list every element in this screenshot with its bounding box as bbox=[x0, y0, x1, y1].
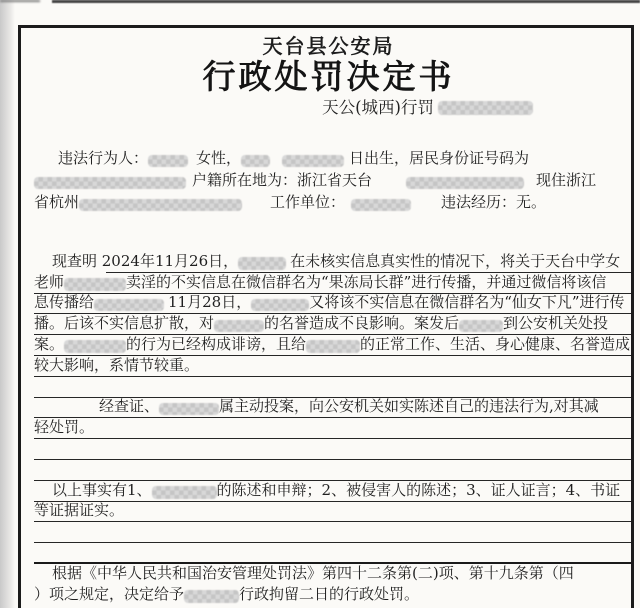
line-text: 较大影响，系情节较重。 bbox=[34, 355, 200, 374]
redaction-block bbox=[34, 177, 186, 190]
document-line bbox=[34, 585, 623, 606]
redaction-block bbox=[152, 486, 217, 499]
redaction-block bbox=[459, 320, 503, 333]
document-number bbox=[34, 96, 623, 122]
redaction-block bbox=[351, 199, 411, 212]
line-text: 现查明 2024年11月26日， bbox=[52, 251, 239, 270]
document-body-section bbox=[34, 251, 631, 606]
line-text: 户籍所在地为：浙江省天台 bbox=[192, 171, 373, 189]
document-line bbox=[34, 502, 623, 523]
document-line bbox=[34, 398, 623, 419]
line-text: 11月28日， bbox=[168, 293, 252, 312]
line-text: 的正常工作、生活、身心健康、名誉造成 bbox=[360, 334, 631, 353]
line-text: 案。 bbox=[34, 334, 65, 353]
line-text: 现住浙江 bbox=[536, 171, 597, 189]
line-text: 轻处罚。 bbox=[34, 418, 95, 437]
document-line bbox=[34, 192, 623, 214]
redaction-block bbox=[238, 257, 286, 270]
redaction-block bbox=[214, 320, 264, 333]
redaction-block bbox=[94, 299, 164, 312]
line-text: 等证据证实。 bbox=[34, 501, 125, 520]
redaction-block bbox=[64, 340, 126, 353]
redaction-block bbox=[159, 403, 219, 416]
document-line bbox=[34, 170, 623, 192]
line-text: 卖淫的不实信息在微信群名为“果冻局长群”进行传播，并通过微信将该信 bbox=[126, 272, 607, 291]
document-line bbox=[34, 439, 623, 460]
document-line bbox=[34, 418, 623, 439]
line-text: 播。后该不实信息扩散，对 bbox=[34, 314, 215, 333]
line-text: 息传播给 bbox=[34, 293, 95, 312]
line-text: 的行为已经构成诽谤，且给 bbox=[126, 334, 307, 353]
line-text: 的名誉造成不良影响。案发后 bbox=[264, 314, 460, 333]
redaction-block bbox=[438, 101, 533, 115]
line-text: 违法行为人： bbox=[58, 149, 149, 167]
redaction-block bbox=[306, 340, 360, 353]
redaction-block bbox=[184, 590, 239, 603]
document-border-frame bbox=[18, 25, 634, 608]
document-number-prefix: 天公(城西)行罚 bbox=[322, 98, 434, 117]
redaction-block bbox=[251, 299, 309, 312]
redaction-block bbox=[406, 177, 524, 190]
line-text: 工作单位： bbox=[270, 193, 346, 211]
line-text: 的陈述和申辩；2、被侵害人的陈述；3、证人证言；4、书证 bbox=[216, 480, 621, 499]
scan-edge-artifact bbox=[52, 0, 640, 3]
line-text: 省杭州 bbox=[34, 193, 80, 211]
line-text: 属主动投案，向公安机关如实陈述自己的违法行为,对其减 bbox=[219, 397, 599, 416]
redaction-block bbox=[282, 155, 344, 168]
document-line bbox=[34, 356, 623, 377]
redaction-block bbox=[79, 199, 242, 212]
scan-edge-left bbox=[0, 0, 15, 608]
line-text: 经查证、 bbox=[99, 397, 160, 416]
issuing-agency: 天台县公安局 bbox=[262, 34, 395, 58]
subject-info-section bbox=[34, 148, 623, 214]
line-text: 又将该不实信息在微信群名为“仙女下凡”进行传 bbox=[309, 293, 625, 312]
document-title: 行政处罚决定书 bbox=[202, 57, 455, 96]
line-text: 行政拘留二日的行政处罚。 bbox=[239, 584, 420, 603]
line-text: 违法经历：无。 bbox=[441, 193, 547, 211]
line-text: 到公安机关处投 bbox=[503, 314, 609, 333]
line-text: 在未核实信息真实性的情况下，将关于天台中学女 bbox=[290, 251, 621, 270]
line-text: ）项之规定，决定给予 bbox=[34, 584, 185, 603]
line-text: 老师 bbox=[34, 272, 65, 291]
line-text: 根据《中华人民共和国治安管理处罚法》第四十二条第(二)项、第十九条第（四 bbox=[52, 563, 574, 582]
line-text: 以上事实有1、 bbox=[52, 480, 152, 499]
line-text: 日出生，居民身份证号码为 bbox=[349, 149, 530, 167]
line-text: 女性， bbox=[196, 149, 242, 167]
document-line bbox=[34, 522, 623, 543]
scan-edge-artifact-corner bbox=[0, 0, 40, 2]
redaction-block bbox=[64, 278, 126, 291]
document-line bbox=[34, 148, 623, 170]
redaction-block bbox=[241, 155, 270, 168]
redaction-block bbox=[148, 155, 188, 168]
